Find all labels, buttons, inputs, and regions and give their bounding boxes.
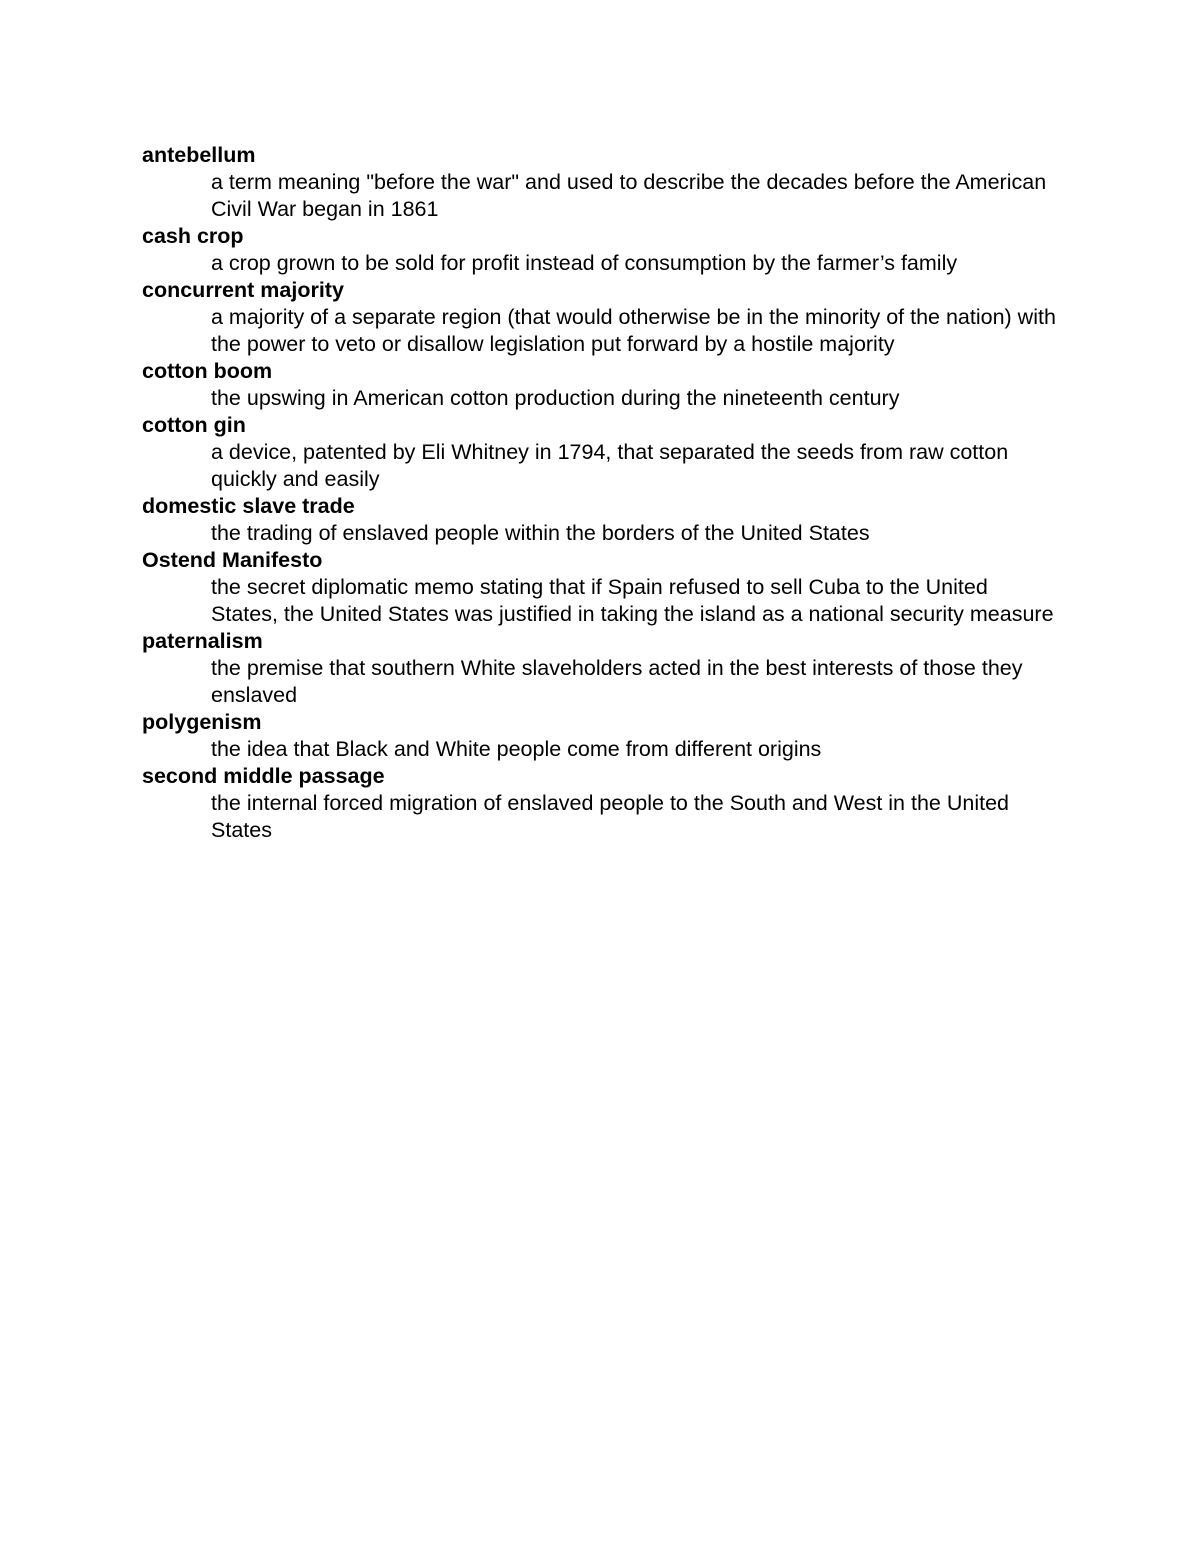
glossary-definition: a crop grown to be sold for profit instead of consumption by the farmer’s family [211, 251, 958, 275]
glossary-definition: the idea that Black and White people come from different origins [211, 737, 822, 761]
glossary-term: cotton gin [142, 413, 246, 437]
glossary-list [142, 142, 1062, 844]
glossary-entry-cotton-gin [142, 412, 1062, 493]
glossary-term: cash crop [142, 224, 244, 248]
glossary-entry-domestic-slave-trade [142, 493, 1062, 547]
glossary-definition: a device, patented by Eli Whitney in 1794, that separated the seeds from raw cotton quickly and easily [211, 440, 1009, 491]
glossary-term: polygenism [142, 710, 262, 734]
glossary-definition: the secret diplomatic memo stating that if Spain refused to sell Cuba to the United States, the United States was justified in taking the island as a national security measure [211, 575, 1054, 626]
glossary-definition: the trading of enslaved people within the borders of the United States [211, 521, 870, 545]
glossary-entry-ostend-manifesto [142, 547, 1062, 628]
glossary-entry-cash-crop [142, 223, 1062, 277]
glossary-entry-concurrent-majority [142, 277, 1062, 358]
glossary-definition: the premise that southern White slaveholders acted in the best interests of those they enslaved [211, 656, 1023, 707]
glossary-entry-second-middle-passage [142, 763, 1062, 844]
glossary-term: Ostend Manifesto [142, 548, 323, 572]
glossary-definition: the upswing in American cotton production during the nineteenth century [211, 386, 900, 410]
glossary-term: antebellum [142, 143, 256, 167]
glossary-entry-cotton-boom [142, 358, 1062, 412]
glossary-term: domestic slave trade [142, 494, 355, 518]
glossary-entry-antebellum [142, 142, 1062, 223]
glossary-term: paternalism [142, 629, 263, 653]
glossary-term: cotton boom [142, 359, 273, 383]
glossary-entry-paternalism [142, 628, 1062, 709]
glossary-definition: the internal forced migration of enslaved people to the South and West in the United States [211, 791, 1009, 842]
glossary-term: concurrent majority [142, 278, 344, 302]
glossary-entry-polygenism [142, 709, 1062, 763]
glossary-definition: a term meaning "before the war" and used to describe the decades before the American Civil War began in 1861 [211, 170, 1047, 221]
glossary-term: second middle passage [142, 764, 385, 788]
glossary-definition: a majority of a separate region (that would otherwise be in the minority of the nation) with the power to veto or disallow legislation put forward by a hostile majority [211, 305, 1056, 356]
